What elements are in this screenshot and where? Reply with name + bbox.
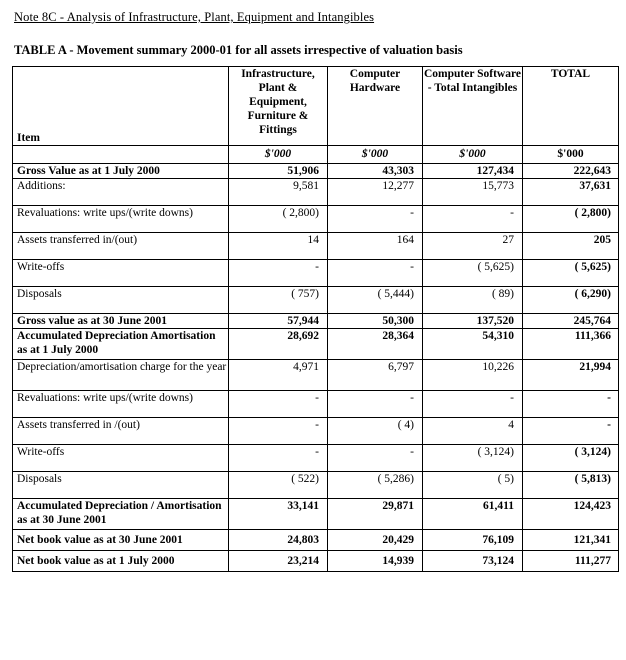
- row-value-total: -: [523, 418, 619, 445]
- header-col-c: Computer Software - Total Intangibles: [423, 67, 523, 146]
- row-value-b: -: [328, 260, 423, 287]
- row-value-c: ( 89): [423, 287, 523, 314]
- row-value-total: 121,341: [523, 530, 619, 551]
- row-value-b: 12,277: [328, 179, 423, 206]
- row-value-b: 29,871: [328, 499, 423, 530]
- row-value-b: ( 4): [328, 418, 423, 445]
- table-row: [13, 530, 619, 551]
- row-label: Accumulated Depreciation / Amortisation as at 30 June 2001: [13, 499, 229, 530]
- table-row: [13, 314, 619, 329]
- units-item: [13, 146, 229, 164]
- table-row: [13, 179, 619, 206]
- row-value-b: 50,300: [328, 314, 423, 329]
- header-col-a: Infrastructure, Plant & Equipment, Furniture & Fittings: [229, 67, 328, 146]
- units-col-b: $'000: [328, 146, 423, 164]
- row-value-b: ( 5,286): [328, 472, 423, 499]
- row-value-total: 111,366: [523, 329, 619, 360]
- row-label: Revaluations: write ups/(write downs): [13, 391, 229, 418]
- row-value-c: ( 5): [423, 472, 523, 499]
- row-value-a: 14: [229, 233, 328, 260]
- row-value-b: 164: [328, 233, 423, 260]
- table-title: TABLE A - Movement summary 2000-01 for all assets irrespective of valuation basis: [14, 43, 463, 57]
- row-value-b: 43,303: [328, 164, 423, 179]
- table-body: [13, 164, 619, 572]
- row-label: Disposals: [13, 287, 229, 314]
- units-col-a: $'000: [229, 146, 328, 164]
- row-value-b: -: [328, 391, 423, 418]
- row-value-a: 28,692: [229, 329, 328, 360]
- row-value-a: ( 2,800): [229, 206, 328, 233]
- row-label: Accumulated Depreciation Amortisation as at 1 July 2000: [13, 329, 229, 360]
- row-value-total: 124,423: [523, 499, 619, 530]
- row-value-a: 9,581: [229, 179, 328, 206]
- row-value-total: -: [523, 391, 619, 418]
- row-value-total: 222,643: [523, 164, 619, 179]
- row-value-total: 37,631: [523, 179, 619, 206]
- table-row: [13, 391, 619, 418]
- row-value-b: 6,797: [328, 360, 423, 391]
- row-value-total: 21,994: [523, 360, 619, 391]
- row-value-a: -: [229, 418, 328, 445]
- row-value-c: ( 3,124): [423, 445, 523, 472]
- table-header: [13, 67, 619, 164]
- table-row: [13, 260, 619, 287]
- row-value-a: ( 522): [229, 472, 328, 499]
- note-heading: Note 8C - Analysis of Infrastructure, Plant, Equipment and Intangibles: [14, 10, 375, 24]
- row-value-c: 73,124: [423, 551, 523, 572]
- table-row: [13, 287, 619, 314]
- row-value-a: ( 757): [229, 287, 328, 314]
- row-value-b: 14,939: [328, 551, 423, 572]
- table-row: [13, 551, 619, 572]
- row-label: Net book value as at 1 July 2000: [13, 551, 229, 572]
- row-label: Net book value as at 30 June 2001: [13, 530, 229, 551]
- row-value-b: -: [328, 206, 423, 233]
- row-label: Depreciation/amortisation charge for the year: [13, 360, 229, 391]
- units-row: [13, 146, 619, 164]
- table-row: [13, 233, 619, 260]
- header-item: Item: [13, 67, 229, 146]
- row-value-total: ( 5,813): [523, 472, 619, 499]
- row-value-c: -: [423, 391, 523, 418]
- row-value-c: 54,310: [423, 329, 523, 360]
- units-col-total: $'000: [523, 146, 619, 164]
- row-value-c: 10,226: [423, 360, 523, 391]
- header-row: [13, 67, 619, 146]
- row-value-a: -: [229, 445, 328, 472]
- row-value-c: 76,109: [423, 530, 523, 551]
- row-label: Additions:: [13, 179, 229, 206]
- row-value-total: 111,277: [523, 551, 619, 572]
- row-value-total: 245,764: [523, 314, 619, 329]
- header-col-total: TOTAL: [523, 67, 619, 146]
- row-value-a: -: [229, 260, 328, 287]
- row-value-a: 23,214: [229, 551, 328, 572]
- row-value-c: 27: [423, 233, 523, 260]
- row-value-a: 24,803: [229, 530, 328, 551]
- row-value-c: 61,411: [423, 499, 523, 530]
- table-row: [13, 418, 619, 445]
- row-value-c: 127,434: [423, 164, 523, 179]
- row-value-total: ( 6,290): [523, 287, 619, 314]
- row-value-a: 57,944: [229, 314, 328, 329]
- row-value-total: ( 5,625): [523, 260, 619, 287]
- table-row: [13, 329, 619, 360]
- row-value-a: 4,971: [229, 360, 328, 391]
- row-value-b: 28,364: [328, 329, 423, 360]
- row-value-c: -: [423, 206, 523, 233]
- row-value-a: 51,906: [229, 164, 328, 179]
- table-row: [13, 445, 619, 472]
- row-value-total: 205: [523, 233, 619, 260]
- row-value-c: 137,520: [423, 314, 523, 329]
- asset-movement-table: [12, 66, 619, 572]
- row-label: Write-offs: [13, 260, 229, 287]
- header-col-b: Computer Hardware: [328, 67, 423, 146]
- row-value-total: ( 3,124): [523, 445, 619, 472]
- table-row: [13, 499, 619, 530]
- row-label: Revaluations: write ups/(write downs): [13, 206, 229, 233]
- table-row: [13, 164, 619, 179]
- table-row: [13, 360, 619, 391]
- row-label: Assets transferred in /(out): [13, 418, 229, 445]
- table-row: [13, 206, 619, 233]
- row-label: Disposals: [13, 472, 229, 499]
- row-value-c: 4: [423, 418, 523, 445]
- row-value-b: ( 5,444): [328, 287, 423, 314]
- row-label: Assets transferred in/(out): [13, 233, 229, 260]
- row-value-total: ( 2,800): [523, 206, 619, 233]
- row-label: Gross Value as at 1 July 2000: [13, 164, 229, 179]
- row-value-b: 20,429: [328, 530, 423, 551]
- table-row: [13, 472, 619, 499]
- row-label: Write-offs: [13, 445, 229, 472]
- row-value-a: -: [229, 391, 328, 418]
- row-value-c: 15,773: [423, 179, 523, 206]
- row-value-c: ( 5,625): [423, 260, 523, 287]
- row-value-a: 33,141: [229, 499, 328, 530]
- row-label: Gross value as at 30 June 2001: [13, 314, 229, 329]
- row-value-b: -: [328, 445, 423, 472]
- units-col-c: $'000: [423, 146, 523, 164]
